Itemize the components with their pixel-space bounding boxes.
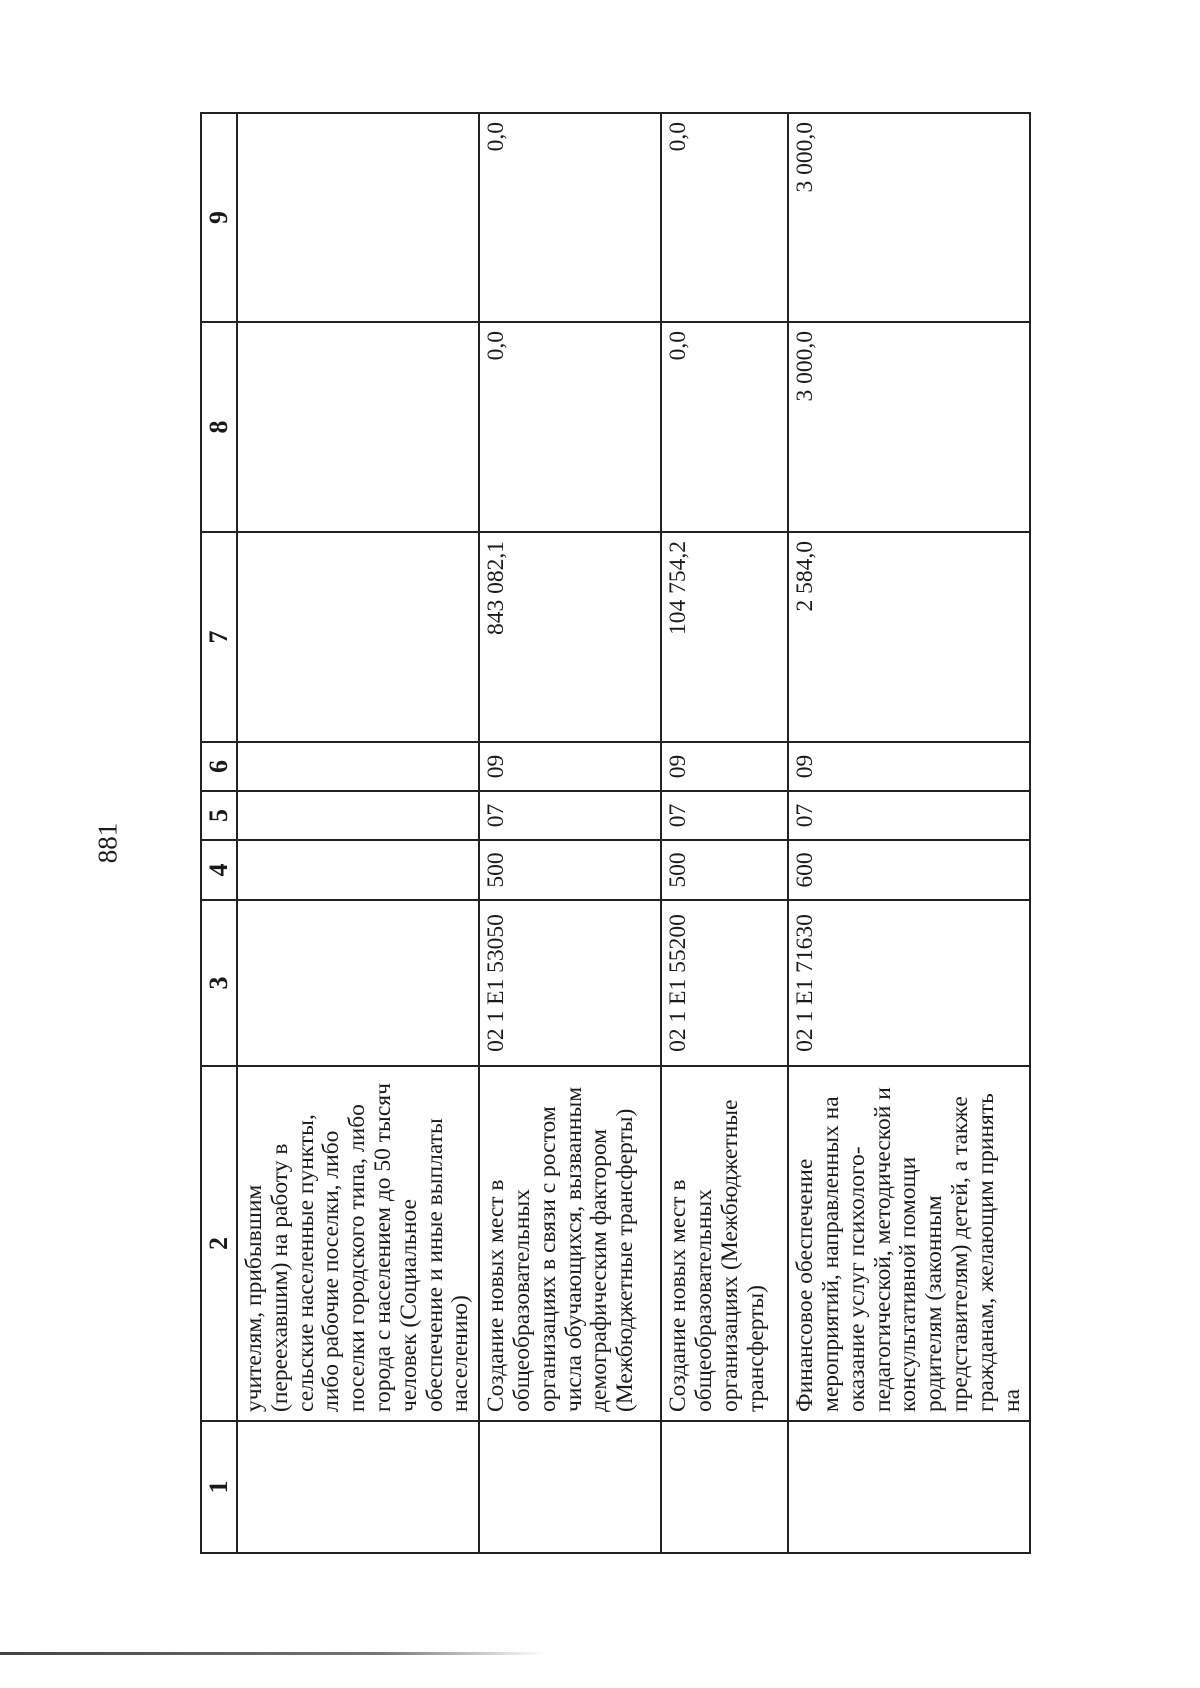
cell-description: учителям, прибывшим (переехавшим) на работу в сельские населенные пункты, либо рабочие поселки, либо поселки городского типа, либо города с населением до 50 тысяч человек (Социальное обеспечение и иные выплаты населению) — [237, 1066, 479, 1421]
cell-c7: 104 754,2 — [661, 532, 788, 742]
cell-code: 02 1 E1 53050 — [479, 900, 661, 1066]
cell-c9 — [237, 113, 479, 322]
cell-c4 — [237, 840, 479, 900]
cell-c6: 09 — [788, 742, 1030, 791]
cell-index — [661, 1421, 788, 1553]
cell-c9: 0,0 — [479, 113, 661, 322]
cell-description: Создание новых мест в общеобразовательных организациях в связи с ростом числа обучающихся, вызванным демографическим фактором (Межбюджетные трансферты) — [479, 1066, 661, 1421]
col-header-8: 8 — [201, 322, 237, 532]
table-row — [479, 113, 661, 1553]
cell-c6: 09 — [661, 742, 788, 791]
col-header-4: 4 — [201, 840, 237, 900]
cell-c4: 500 — [661, 840, 788, 900]
table-row — [788, 113, 1030, 1553]
cell-c8: 0,0 — [479, 322, 661, 532]
table-row — [661, 113, 788, 1553]
cell-c8: 0,0 — [661, 322, 788, 532]
col-header-9: 9 — [201, 113, 237, 322]
rotated-table-region — [200, 114, 1025, 1554]
cell-c8 — [237, 322, 479, 532]
col-header-1: 1 — [201, 1421, 237, 1553]
cell-code — [237, 900, 479, 1066]
cell-index — [788, 1421, 1030, 1553]
cell-c6: 09 — [479, 742, 661, 791]
cell-index — [479, 1421, 661, 1553]
cell-c7: 2 584,0 — [788, 532, 1030, 742]
col-header-5: 5 — [201, 791, 237, 840]
cell-description: Финансовое обеспечение мероприятий, направленных на оказание услуг психолого-педагогической, методической и консультативной помощи родителям (законным представителям) детей, а также гражданам, желающим принять на — [788, 1066, 1030, 1421]
cell-c8: 3 000,0 — [788, 322, 1030, 532]
cell-index — [237, 1421, 479, 1553]
budget-table — [200, 112, 1031, 1554]
cell-c5: 07 — [788, 791, 1030, 840]
table-row — [237, 113, 479, 1553]
cell-c5: 07 — [479, 791, 661, 840]
col-header-2: 2 — [201, 1066, 237, 1421]
col-header-7: 7 — [201, 532, 237, 742]
cell-code: 02 1 E1 71630 — [788, 900, 1030, 1066]
cell-c5 — [237, 791, 479, 840]
scan-edge-line — [0, 1652, 545, 1655]
col-header-3: 3 — [201, 900, 237, 1066]
header-row — [201, 113, 237, 1553]
cell-c5: 07 — [661, 791, 788, 840]
cell-c9: 0,0 — [661, 113, 788, 322]
cell-c7 — [237, 532, 479, 742]
col-header-6: 6 — [201, 742, 237, 791]
cell-c4: 600 — [788, 840, 1030, 900]
cell-c7: 843 082,1 — [479, 532, 661, 742]
cell-c9: 3 000,0 — [788, 113, 1030, 322]
cell-c4: 500 — [479, 840, 661, 900]
cell-description: Создание новых мест в общеобразовательных организациях (Межбюджетные трансферты) — [661, 1066, 788, 1421]
page-number: 881 — [92, 822, 123, 864]
cell-code: 02 1 E1 55200 — [661, 900, 788, 1066]
cell-c6 — [237, 742, 479, 791]
